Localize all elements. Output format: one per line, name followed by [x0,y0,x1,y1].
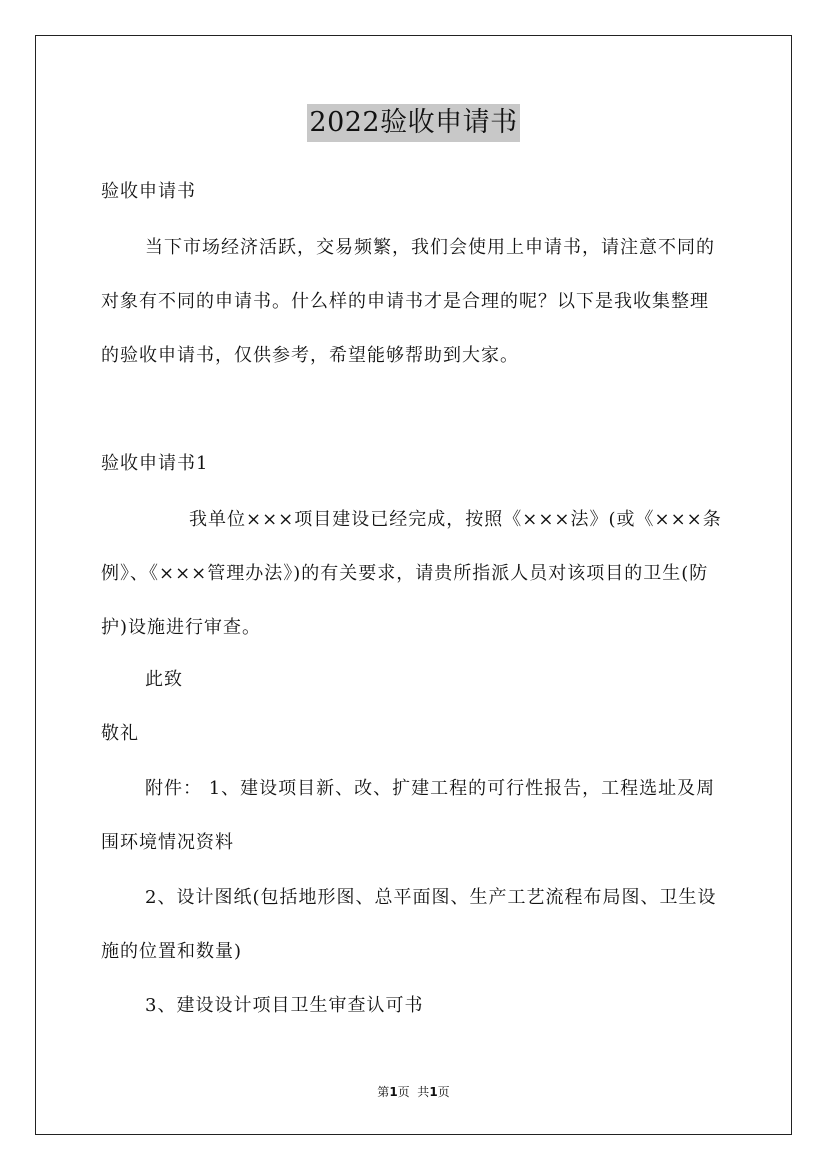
section-heading: 验收申请书1 [101,453,209,474]
closing-text: 此致 [145,669,183,690]
footer-prefix: 第 [377,1085,390,1099]
footer-mid: 页 共 [397,1085,430,1099]
document-title: 2022验收申请书 [307,104,519,142]
document-title-wrap [0,104,827,142]
attachment-item-2: 2、设计图纸(包括地形图、总平面图、生产工艺流程布局图、卫生设施的位置和数量) [101,887,717,962]
salutation-text: 敬礼 [101,723,139,744]
subtitle: 验收申请书 [101,181,196,202]
attachment-item-1: 附件： 1、建设项目新、改、扩建工程的可行性报告，工程选址及周围环境情况资料 [101,778,716,853]
footer-page-total: 1 [429,1085,438,1099]
page-footer [0,1083,827,1100]
intro-paragraph: 当下市场经济活跃，交易频繁，我们会使用上申请书，请注意不同的对象有不同的申请书。什么样的申请书才是合理的呢？以下是我收集整理的验收申请书，仅供参考，希望能够帮助到大家。 [101,237,715,366]
attachment-item-3: 3、建设设计项目卫生审查认可书 [145,995,424,1016]
footer-page-number: 1 [389,1085,398,1099]
footer-suffix: 页 [437,1085,450,1099]
body-paragraph: 我单位×××项目建设已经完成，按照《×××法》(或《×××条例》、《×××管理办法》)的有关要求，请贵所指派人员对该项目的卫生(防护)设施进行审查。 [101,509,722,638]
